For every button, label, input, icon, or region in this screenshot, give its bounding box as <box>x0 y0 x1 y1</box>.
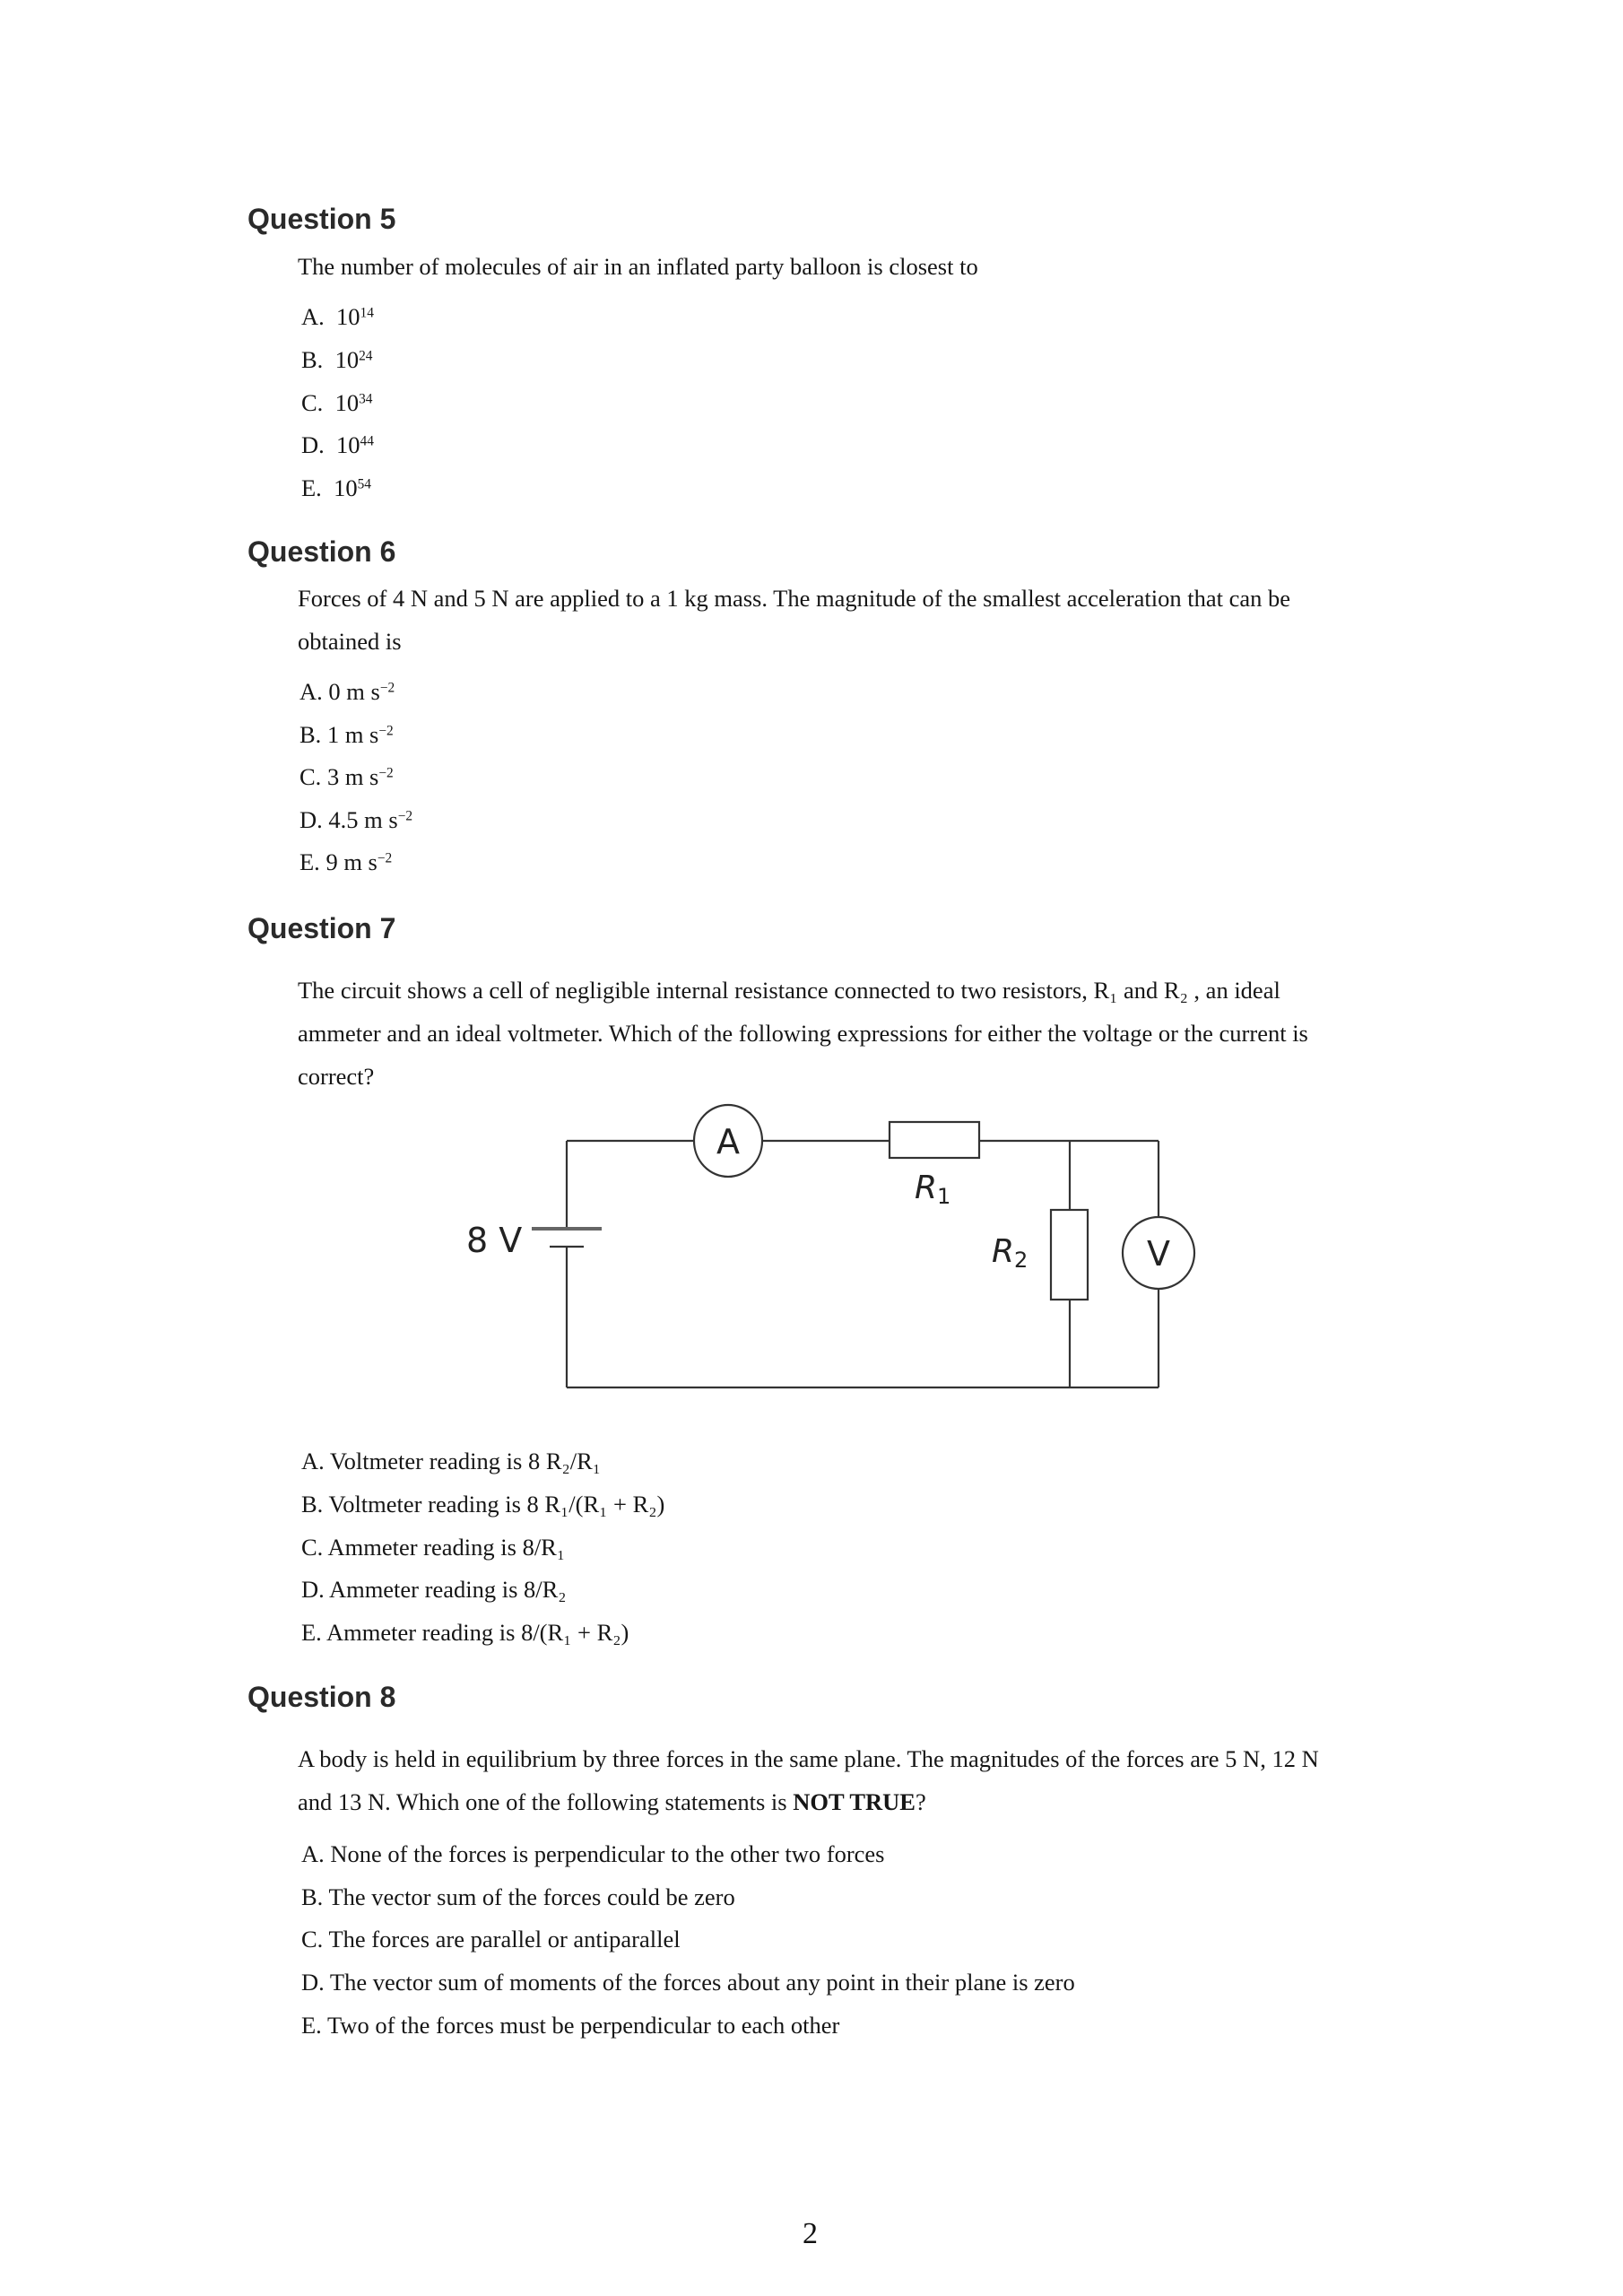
question-8-text-line-2: and 13 N. Which one of the following statements is NOT TRUE? <box>298 1788 926 1815</box>
question-6-option-e: E. 9 m $s^{-2}$ <box>299 848 393 875</box>
question-6-option-c: C. 3 m $s^{-2}$ <box>299 763 394 790</box>
voltmeter-label: V <box>1147 1234 1170 1274</box>
question-5-option-a: A. $10^{14}$ <box>301 303 374 330</box>
question-7-heading: Question 7 <box>247 912 396 944</box>
question-5-option-e: E. $10^{54}$ <box>301 474 371 501</box>
question-7-text-line-1: The circuit shows a cell of negligible internal resistance connected to two resistors, R₁ and R₂ , an ideal <box>298 977 1280 1004</box>
question-8-option-e: E. Two of the forces must be perpendicular to each other <box>301 2012 840 2039</box>
question-7-option-d: D. Ammeter reading is 8/R₂ <box>301 1576 567 1603</box>
question-8-option-b: B. The vector sum of the forces could be zero <box>301 1883 735 1910</box>
question-5-option-c: C. $10^{34}$ <box>301 389 373 416</box>
battery-label: 8 V <box>466 1221 523 1260</box>
question-6-option-a: A. 0 m $s^{-2}$ <box>299 678 395 705</box>
resistor-r1 <box>890 1122 979 1158</box>
page-number: 2 <box>803 2217 818 2250</box>
question-6-heading: Question 6 <box>247 535 396 568</box>
question-8-option-d: D. The vector sum of moments of the forces about any point in their plane is zero <box>301 1969 1075 1996</box>
question-7-option-c: C. Ammeter reading is 8/R₁ <box>301 1534 566 1561</box>
ammeter-label: A <box>716 1122 740 1161</box>
question-5-heading: Question 5 <box>247 203 396 235</box>
question-6-text-line-1: Forces of 4 N and 5 N are applied to a 1 kg mass. The magnitude of the smallest acceleration that can be <box>298 585 1290 612</box>
not-true-emphasis: NOT TRUE <box>793 1788 916 1815</box>
question-8-heading: Question 8 <box>247 1681 396 1713</box>
question-6-option-d: D. 4.5 m $s^{-2}$ <box>299 806 413 833</box>
question-7-option-e: E. Ammeter reading is 8/(R₁ + R₂) <box>301 1619 629 1646</box>
question-7-option-b: B. Voltmeter reading is 8 R₁/(R₁ + R₂) <box>301 1491 665 1518</box>
question-6-option-b: B. 1 m $s^{-2}$ <box>299 721 394 748</box>
question-8-text-line-1: A body is held in equilibrium by three forces in the same plane. The magnitudes of the forces are 5 N, 12 N <box>298 1745 1319 1772</box>
question-5-option-d: D. $10^{44}$ <box>301 431 374 458</box>
question-7-text-line-2: ammeter and an ideal voltmeter. Which of the following expressions for either the voltage or the current is <box>298 1020 1308 1047</box>
question-8-option-a: A. None of the forces is perpendicular to the other two forces <box>301 1840 885 1867</box>
question-5-text: The number of molecules of air in an inflated party balloon is closest to <box>298 253 978 280</box>
r2-label: R2 <box>992 1233 1028 1273</box>
r1-label: R1 <box>915 1170 951 1209</box>
question-6-text-line-2: obtained is <box>298 628 402 655</box>
question-8-option-c: C. The forces are parallel or antiparallel <box>301 1926 681 1952</box>
question-7-text-line-3: correct? <box>298 1063 375 1090</box>
question-7-option-a: A. Voltmeter reading is 8 R₂/R₁ <box>301 1448 602 1474</box>
question-5-option-b: B. $10^{24}$ <box>301 346 373 373</box>
resistor-r2 <box>1051 1210 1088 1300</box>
